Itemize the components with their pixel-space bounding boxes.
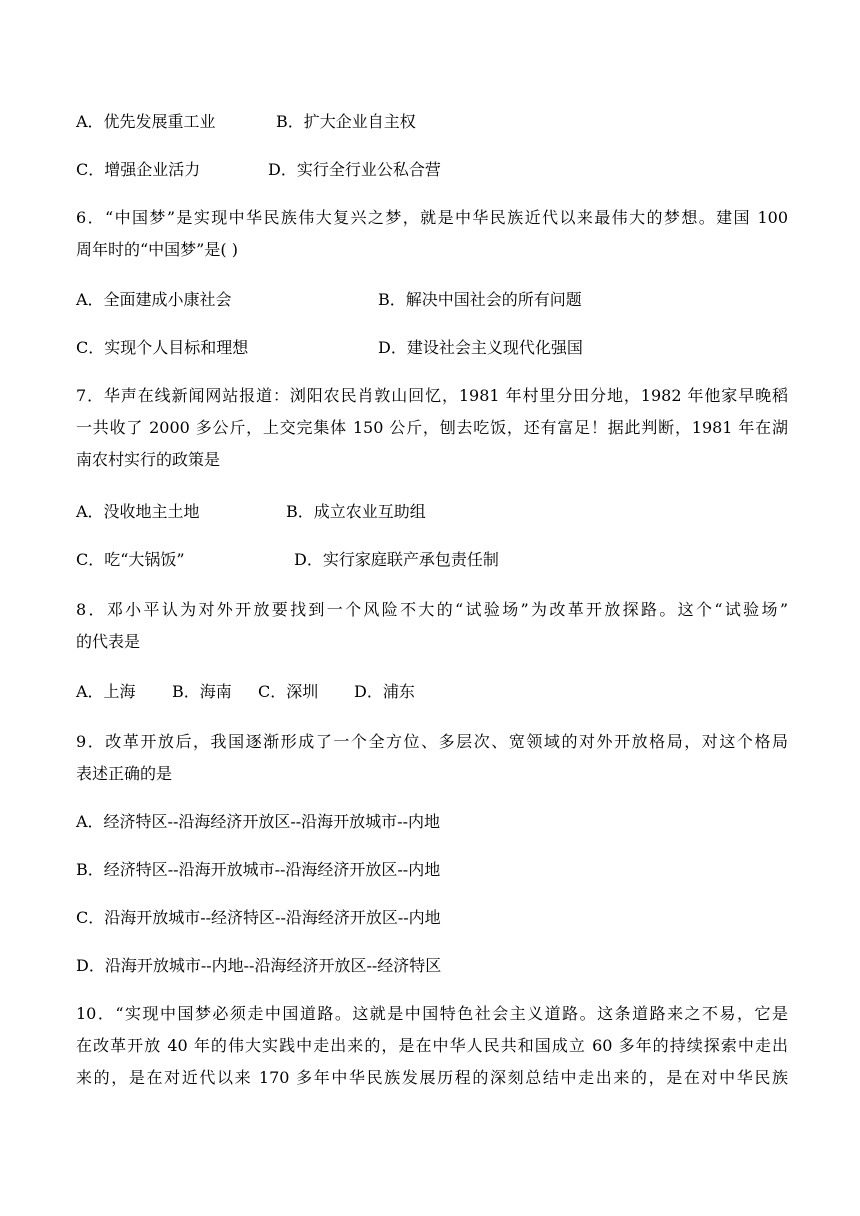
q10-stem-line-2: 在改革开放 40 年的伟大实践中走出来的，是在中华人民共和国成立 60 多年的持续探索中走出 [76,1036,788,1055]
q7-option-b: B．成立农业互助组 [286,502,426,521]
q9-option-d: D．沿海开放城市--内地--沿海经济开放区--经济特区 [76,956,442,975]
q6-stem-line-1: 6．“中国梦”是实现中华民族伟大复兴之梦，就是中华民族近代以来最伟大的梦想。建国 100 [76,208,788,227]
q8-option-a: A．上海 [76,682,136,701]
q7-stem-line-1: 7．华声在线新闻网站报道：浏阳农民肖敦山回忆，1981 年村里分田分地，1982 年他家早晚稻 [76,386,788,405]
q7-stem-line-3: 南农村实行的政策是 [76,450,221,469]
q6-stem-line-2: 周年时的“中国梦”是( ) [76,240,238,259]
q8-option-b: B．海南 [172,682,232,701]
q5-option-d: D．实行全行业公私合营 [268,160,441,179]
q7-stem-line-2: 一共收了 2000 多公斤，上交完集体 150 公斤，刨去吃饭，还有富足！据此判断，1981 年在湖 [76,418,788,437]
q7-option-a: A．没收地主土地 [76,502,200,521]
q9-option-b: B．经济特区--沿海开放城市--沿海经济开放区--内地 [76,860,441,879]
q9-stem-line-1: 9．改革开放后，我国逐渐形成了一个全方位、多层次、宽领域的对外开放格局，对这个格局 [76,732,788,751]
q6-option-b: B．解决中国社会的所有问题 [378,290,582,309]
q7-option-c: C．吃“大锅饭” [76,550,185,569]
q6-option-d: D．建设社会主义现代化强国 [378,338,583,357]
q5-option-b: B．扩大企业自主权 [276,112,416,131]
q9-option-c: C．沿海开放城市--经济特区--沿海经济开放区--内地 [76,908,441,927]
q10-stem-line-3: 来的，是在对近代以来 170 多年中华民族发展历程的深刻总结中走出来的，是在对中华民族 [76,1068,788,1087]
q5-option-c: C．增强企业活力 [76,160,201,179]
q10-stem-line-1: 10．“实现中国梦必须走中国道路。这就是中国特色社会主义道路。这条道路来之不易，它是 [76,1004,788,1023]
q8-option-d: D．浦东 [354,682,415,701]
q6-option-a: A．全面建成小康社会 [76,290,232,309]
q6-option-c: C．实现个人目标和理想 [76,338,249,357]
q8-stem-line-1: 8．邓小平认为对外开放要找到一个风险不大的“试验场”为改革开放探路。这个“试验场” [76,600,788,619]
q9-option-a: A．经济特区--沿海经济开放区--沿海开放城市--内地 [76,812,440,831]
q9-stem-line-2: 表述正确的是 [76,764,173,783]
q7-option-d: D．实行家庭联产承包责任制 [294,550,499,569]
q8-option-c: C．深圳 [258,682,319,701]
q8-stem-line-2: 的代表是 [76,632,141,651]
q5-option-a: A．优先发展重工业 [76,112,216,131]
